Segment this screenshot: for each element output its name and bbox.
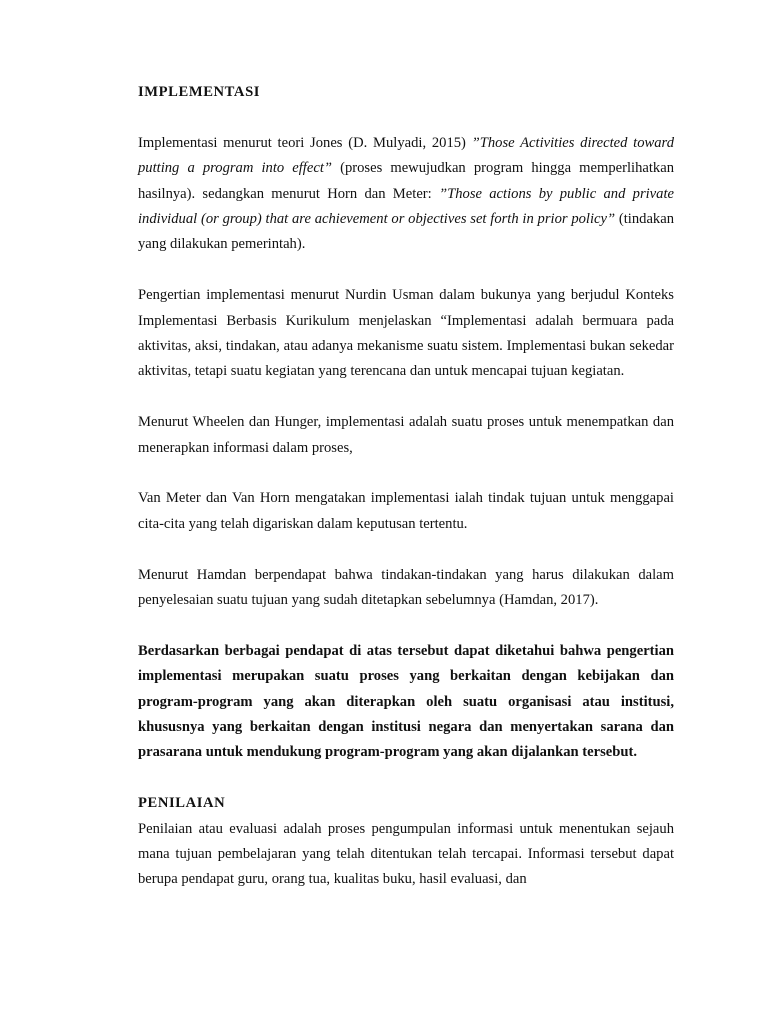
paragraph-text: (proses mewujudkan program hingga memperlihatkan hasilnya). sedangkan menurut Horn dan Meter: bbox=[138, 160, 674, 202]
section-heading-penilaian: PENILAIAN bbox=[138, 795, 226, 812]
document-page bbox=[138, 80, 674, 893]
section-heading-implementasi: IMPLEMENTASI bbox=[138, 84, 261, 100]
paragraph-nurdin-usman: Pengertian implementasi menurut Nurdin Usman dalam bukunya yang berjudul Konteks Implementasi Berbasis Kurikulum menjelaskan “Implementasi adalah bermuara pada aktivitas, aksi, tindakan, atau adanya mekanisme suatu sistem. Implementasi bukan sekedar aktivitas, tetapi suatu kegiatan yang terencana dan untuk mencapai tujuan kegiatan. bbox=[138, 287, 674, 380]
quote-jones: ”Those Activities directed toward putting a program into effect” bbox=[138, 134, 674, 177]
paragraph-hamdan: Menurut Hamdan berpendapat bahwa tindakan-tindakan yang harus dilakukan dalam penyelesaian suatu tujuan yang sudah ditetapkan sebelumnya (Hamdan, 2017). bbox=[138, 566, 674, 609]
paragraph-van-meter-van-horn: Van Meter dan Van Horn mengatakan implementasi ialah tindak tujuan untuk menggapai cita-cita yang telah digariskan dalam keputusan tertentu. bbox=[138, 490, 674, 532]
paragraph-penilaian: Penilaian atau evaluasi adalah proses pengumpulan informasi untuk menentukan sejauh mana tujuan pembelajaran yang telah ditentukan telah tercapai. Informasi tersebut dapat berupa pendapat guru, orang tua, kualitas buku, hasil evaluasi, dan bbox=[138, 820, 674, 888]
paragraph-conclusion: Berdasarkan berbagai pendapat di atas tersebut dapat diketahui bahwa pengertian implementasi merupakan suatu proses yang berkaitan dengan kebijakan dan program-program yang akan diterapkan oleh suatu organisasi atau institusi, khususnya yang berkaitan dengan institusi negara dan menyertakan sarana dan prasarana untuk mendukung program-program yang akan dijalankan tersebut. bbox=[138, 642, 674, 761]
paragraph-text: (tindakan yang dilakukan pemerintah). bbox=[138, 211, 674, 253]
paragraph-wheelen-hunger: Menurut Wheelen dan Hunger, implementasi adalah suatu proses untuk menempatkan dan menerapkan informasi dalam proses, bbox=[138, 414, 674, 456]
paragraph-text: Implementasi menurut teori Jones (D. Mulyadi, 2015) bbox=[138, 134, 472, 151]
quote-horn-meter: ”Those actions by public and private individual (or group) that are achievement or objectives set forth in prior policy” bbox=[138, 185, 674, 228]
paragraph-jones-horn-meter bbox=[138, 131, 674, 258]
